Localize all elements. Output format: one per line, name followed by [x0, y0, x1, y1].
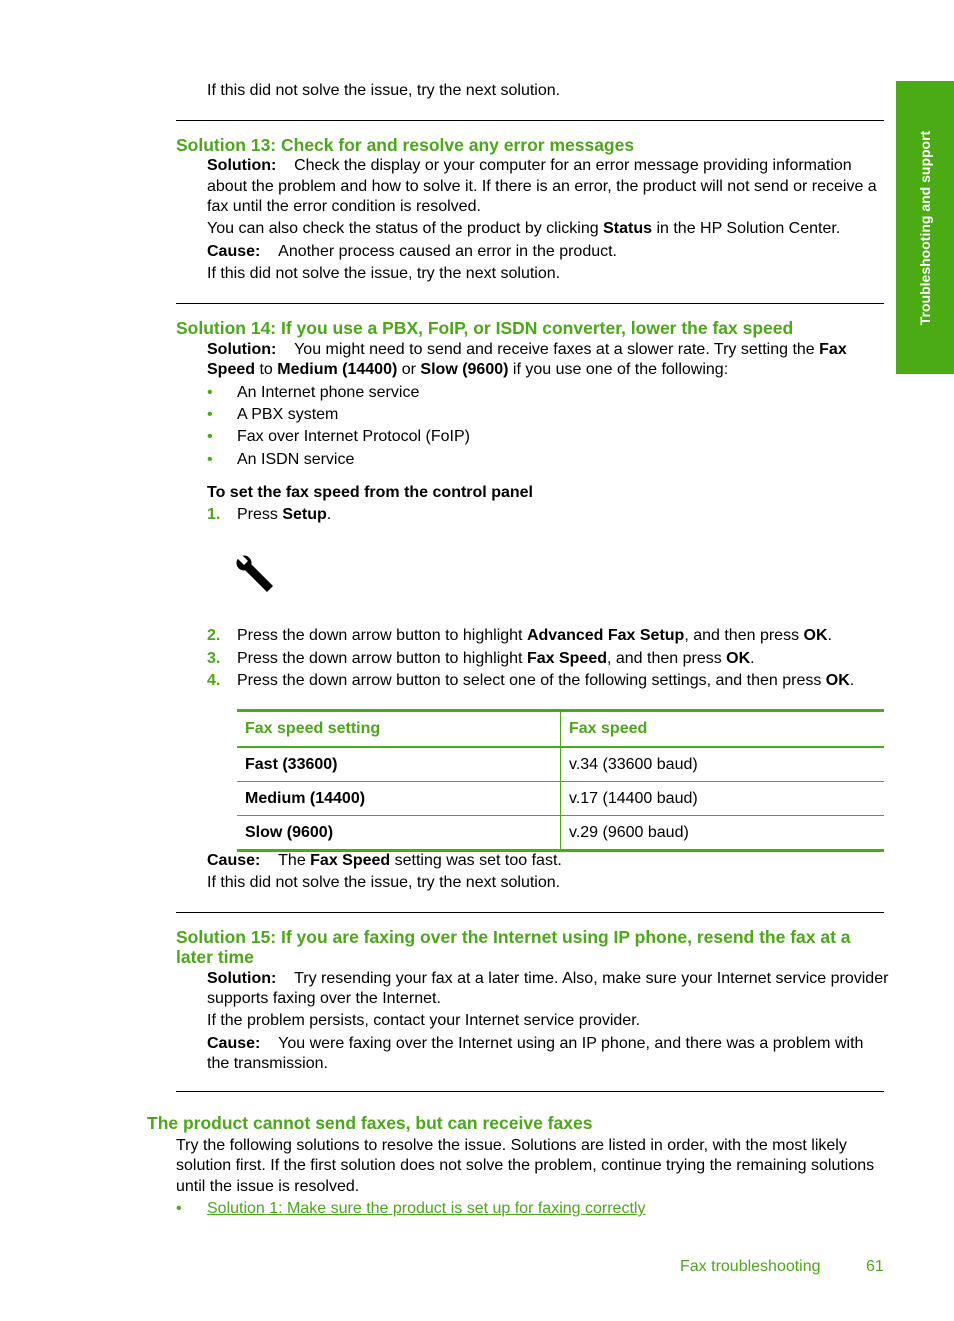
list-item: A PBX system [237, 406, 339, 423]
s15-cause-label: Cause: [207, 1035, 261, 1052]
s14-sol-text2: to [255, 361, 278, 378]
table-row [237, 816, 884, 851]
step-2-pre: Press the down arrow button to highlight [237, 627, 527, 644]
table-cell: v.34 (33600 baud) [561, 747, 885, 782]
page-number: 61 [866, 1258, 884, 1275]
step-3 [237, 649, 755, 670]
wrench-icon [236, 555, 274, 593]
solution-1-link[interactable]: Solution 1: Make sure the product is set up for faxing correctly [207, 1200, 646, 1217]
s14-solution-line1 [207, 340, 847, 361]
s14-next-text: If this did not solve the issue, try the next solution. [207, 874, 561, 891]
table-row [237, 747, 884, 782]
list-item: An Internet phone service [237, 384, 420, 401]
s14-sol-bold-medium: Medium (14400) [277, 361, 398, 378]
s14-cause-label: Cause: [207, 852, 261, 869]
table-row [237, 782, 884, 816]
s13-heading: Solution 13: Check for and resolve any error messages [176, 135, 635, 155]
section-heading: The product cannot send faxes, but can receive faxes [147, 1113, 593, 1133]
footer-section-title: Fax troubleshooting [680, 1258, 821, 1275]
step-3-pre: Press the down arrow button to highlight [237, 650, 527, 667]
table-cell: v.29 (9600 baud) [561, 816, 885, 851]
step-number: 2. [207, 627, 221, 644]
divider [176, 120, 884, 121]
step-4-post: . [849, 672, 855, 689]
s15-heading-line1: Solution 15: If you are faxing over the Internet using IP phone, resend the fax at a [176, 927, 851, 947]
s14-cause-bold: Fax Speed [310, 852, 391, 869]
table-header-row [237, 711, 884, 748]
s13-cause-line [207, 242, 617, 263]
step-3-mid: , and then press [606, 650, 727, 667]
s15-cause-line2: the transmission. [207, 1055, 328, 1072]
section-intro-line3: until the issue is resolved. [176, 1178, 360, 1195]
s15-solution-line1 [207, 969, 888, 990]
divider [176, 1091, 884, 1092]
s13-status-line [207, 219, 840, 240]
s15-persist: If the problem persists, contact your Internet service provider. [207, 1012, 641, 1029]
s13-solution-line1 [207, 156, 852, 177]
s15-solution-line2: supports faxing over the Internet. [207, 990, 441, 1007]
table-cell: v.17 (14400 baud) [561, 782, 885, 816]
s15-cause-text1: You were faxing over the Internet using an IP phone, and there was a problem with [278, 1035, 864, 1052]
fax-speed-table [237, 709, 884, 852]
step-number: 1. [207, 506, 221, 523]
s13-solution-text1: Check the display or your computer for an error message providing information [294, 157, 852, 174]
s15-solution-label: Solution: [207, 970, 277, 987]
list-item: An ISDN service [237, 451, 355, 468]
s14-sol-text1: You might need to send and receive faxes at a slower rate. Try setting the [294, 341, 820, 358]
bullet-marker: • [207, 406, 213, 423]
step-3-bold2: OK [726, 650, 751, 667]
step-3-post: . [750, 650, 755, 667]
step-2-post: . [827, 627, 832, 644]
s13-solution-line3: fax until the error condition is resolved. [207, 198, 481, 215]
step-4 [237, 671, 854, 692]
step-1-post: . [326, 506, 332, 523]
step-1-pre: Press [237, 506, 283, 523]
s13-cause-text: Another process caused an error in the product. [278, 243, 617, 260]
list-item: Fax over Internet Protocol (FoIP) [237, 428, 470, 445]
top-next-text: If this did not solve the issue, try the next solution. [207, 82, 561, 99]
divider [176, 303, 884, 304]
side-tab [896, 81, 954, 374]
procedure-title: To set the fax speed from the control panel [207, 484, 533, 501]
step-1 [237, 505, 331, 526]
step-number: 3. [207, 650, 221, 667]
step-4-pre: Press the down arrow button to select one of the following settings, and then press [237, 672, 826, 689]
divider [176, 912, 884, 913]
step-3-bold1: Fax Speed [526, 650, 607, 667]
table-header-cell: Fax speed setting [237, 711, 561, 748]
step-2-bold1: Advanced Fax Setup [526, 627, 685, 644]
s14-solution-label: Solution: [207, 341, 277, 358]
table-cell: Fast (33600) [237, 747, 561, 782]
table-cell: Medium (14400) [237, 782, 561, 816]
s14-sol-text4: if you use one of the following: [508, 361, 729, 378]
s13-cause-label: Cause: [207, 243, 261, 260]
table-cell: Slow (9600) [237, 816, 561, 851]
s15-sol-text1: Try resending your fax at a later time. Also, make sure your Internet service provider [294, 970, 889, 987]
s14-heading: Solution 14: If you use a PBX, FoIP, or ISDN converter, lower the fax speed [176, 318, 794, 338]
s13-status-bold: Status [603, 220, 652, 237]
section-intro-line1: Try the following solutions to resolve the issue. Solutions are listed in order, with the most likely [176, 1137, 847, 1154]
s13-status-post: in the HP Solution Center. [652, 220, 841, 237]
step-2-bold2: OK [803, 627, 828, 644]
s13-next-text: If this did not solve the issue, try the next solution. [207, 265, 561, 282]
bullet-marker: • [207, 384, 213, 401]
step-1-bold: Setup [282, 506, 327, 523]
s13-solution-label: Solution: [207, 157, 277, 174]
s13-solution-line2: about the problem and how to solve it. If there is an error, the product will not send or receive a [207, 178, 877, 195]
s14-sol-bold-slow: Slow (9600) [420, 361, 509, 378]
table-header-cell: Fax speed [569, 720, 648, 737]
s14-cause-post: setting was set too fast. [390, 852, 562, 869]
s15-heading-line2: later time [176, 947, 254, 967]
s14-sol-bold-fax: Fax [819, 341, 847, 358]
s14-sol-text3: or [397, 361, 421, 378]
bullet-marker: • [176, 1200, 182, 1217]
step-4-bold1: OK [825, 672, 850, 689]
step-2 [237, 626, 832, 647]
step-number: 4. [207, 672, 221, 689]
side-tab-label: Troubleshooting and support [917, 130, 933, 325]
step-2-mid: , and then press [684, 627, 804, 644]
bullet-marker: • [207, 428, 213, 445]
bullet-marker: • [207, 451, 213, 468]
s14-solution-line2 [207, 360, 728, 381]
s15-cause-line1 [207, 1034, 863, 1055]
s13-status-pre: You can also check the status of the product by clicking [207, 220, 604, 237]
section-intro-line2: solution first. If the first solution does not solve the problem, continue trying the remaining solutions [176, 1157, 875, 1174]
s14-cause-line [207, 851, 562, 872]
s14-sol-bold-speed: Speed [207, 361, 256, 378]
s14-cause-pre: The [278, 852, 311, 869]
